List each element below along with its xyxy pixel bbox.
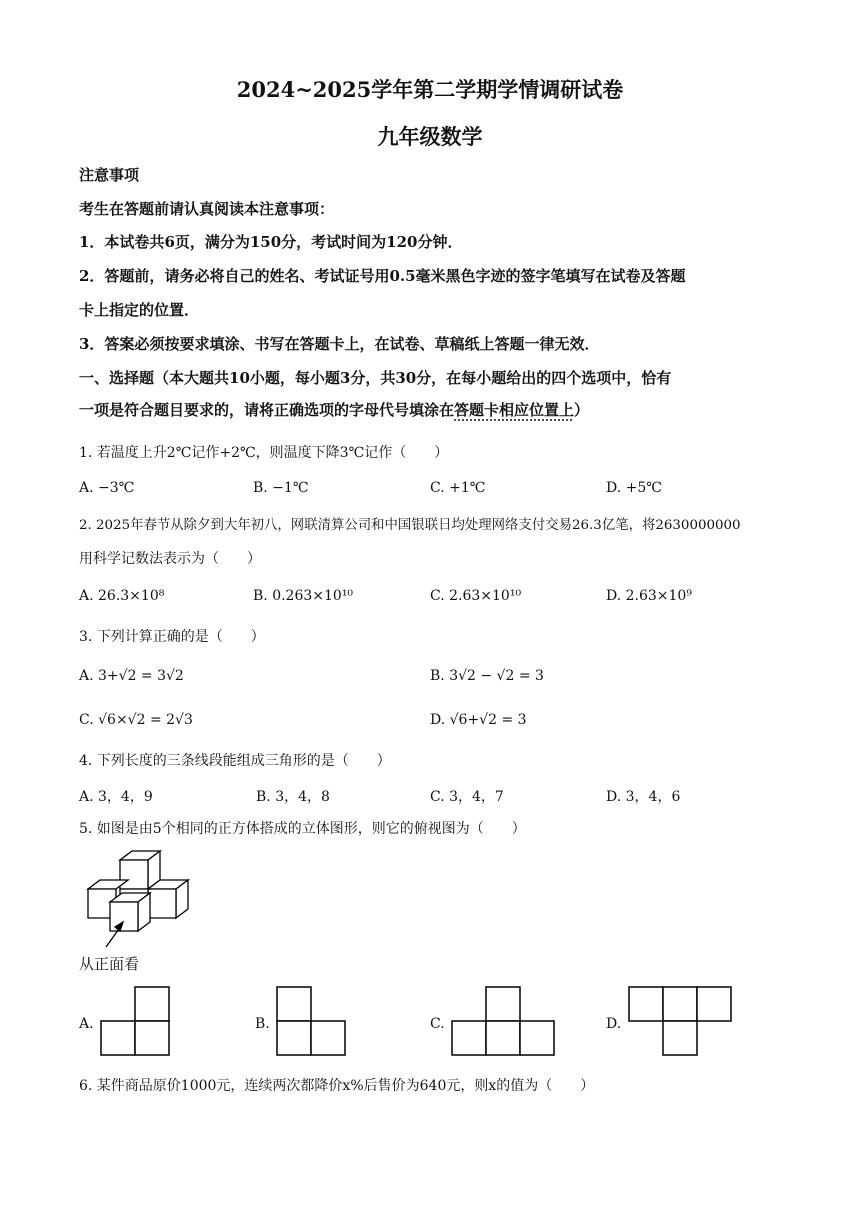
q2-stem-line-2: 用科学记数法表示为（ ） [79, 551, 261, 567]
notice-intro: 考生在答题前请认真阅读本注意事项： [79, 200, 335, 218]
q3-option-c: C. √6×√2 = 2√3 [79, 712, 193, 728]
q5-option-b-label: B. [255, 1016, 270, 1032]
cube-right-front-face [148, 889, 176, 918]
q5-view-caption: 从正面看 [79, 955, 140, 973]
grid-square [311, 1021, 345, 1055]
grid-square [135, 987, 169, 1021]
exam-title: 2024~2025学年第二学期学情调研试卷 [236, 77, 624, 102]
q2-option-a: A. 26.3×10⁸ [79, 588, 165, 604]
q2-option-d: D. 2.63×10⁹ [606, 588, 692, 604]
notice-item-2-line-2: 卡上指定的位置． [79, 301, 200, 319]
section-1-prefix: 一项是符合题目要求的，请将正确选项的字母代号填涂在 [79, 401, 455, 419]
q5-option-c-label: C. [430, 1016, 445, 1032]
q4-option-b: B. 3，4，8 [256, 789, 330, 805]
q1-option-b: B. −1℃ [253, 480, 309, 496]
section-1-dotted-emphasis: 答题卡相应位置上 [454, 401, 575, 419]
q4-option-d: D. 3，4，6 [606, 789, 681, 805]
q1-stem: 1. 若温度上升2℃记作+2℃，则温度下降3℃记作（ ） [79, 445, 449, 461]
q2-stem-line-1: 2. 2025年春节从除夕到大年初八，网联清算公司和中国银联日均处理网络支付交易26.3亿笔，将2630000000 [79, 518, 741, 533]
q5-option-d-figure [626, 985, 736, 1059]
grid-square [663, 987, 697, 1021]
q3-option-b: B. 3√2 − √2 = 3 [430, 668, 544, 684]
q5-cube-figure [84, 848, 200, 948]
q1-option-d: D. +5℃ [606, 480, 662, 496]
q3-option-a: A. 3+√2 = 3√2 [79, 668, 184, 684]
grid-square [277, 987, 311, 1021]
q4-option-c: C. 3，4，7 [430, 789, 504, 805]
grid-square [486, 1021, 520, 1055]
q5-option-b-figure [274, 985, 350, 1059]
notice-heading: 注意事项 [79, 166, 140, 184]
cube-front-front-face [110, 902, 138, 931]
notice-item-1: 1．本试卷共6页，满分为150分，考试时间为120分钟． [79, 233, 463, 251]
q5-option-c-figure [449, 985, 559, 1059]
q2-option-c: C. 2.63×10¹⁰ [430, 588, 522, 604]
cube-top-front-face [120, 860, 148, 889]
q2-option-b: B. 0.263×10¹⁰ [253, 588, 354, 604]
section-1-heading-line-2 [79, 399, 589, 420]
exam-subtitle: 九年级数学 [377, 124, 483, 149]
q3-option-d: D. √6+√2 = 3 [430, 712, 527, 728]
q1-option-a: A. −3℃ [79, 480, 135, 496]
grid-square [277, 1021, 311, 1055]
grid-square [486, 987, 520, 1021]
grid-square [663, 1021, 697, 1055]
notice-item-3: 3．答案必须按要求填涂、书写在答题卡上，在试卷、草稿纸上答题一律无效． [79, 335, 600, 353]
q5-stem: 5. 如图是由5个相同的正方体搭成的立体图形，则它的俯视图为（ ） [79, 821, 526, 837]
q1-option-c: C. +1℃ [430, 480, 486, 496]
notice-item-2-line-1: 2．答题前，请务必将自己的姓名、考试证号用0.5毫米黑色字迹的签字笔填写在试卷及答题 [79, 267, 686, 285]
q5-option-d-label: D. [606, 1016, 622, 1032]
q5-option-a-label: A. [79, 1016, 94, 1032]
grid-square [452, 1021, 486, 1055]
section-1-suffix: ） [574, 401, 590, 419]
grid-square [697, 987, 731, 1021]
grid-square [101, 1021, 135, 1055]
section-1-heading-line-1: 一、选择题（本大题共10小题，每小题3分，共30分，在每小题给出的四个选项中，恰有 [79, 369, 672, 387]
grid-square [520, 1021, 554, 1055]
grid-square [135, 1021, 169, 1055]
q4-option-a: A. 3，4，9 [79, 789, 153, 805]
q4-stem: 4. 下列长度的三条线段能组成三角形的是（ ） [79, 753, 391, 769]
q6-stem: 6. 某件商品原价1000元，连续两次都降价x%后售价为640元，则x的值为（ ） [79, 1078, 595, 1094]
q5-option-a-figure [98, 985, 174, 1059]
grid-square [629, 987, 663, 1021]
q3-stem: 3. 下列计算正确的是（ ） [79, 629, 265, 645]
